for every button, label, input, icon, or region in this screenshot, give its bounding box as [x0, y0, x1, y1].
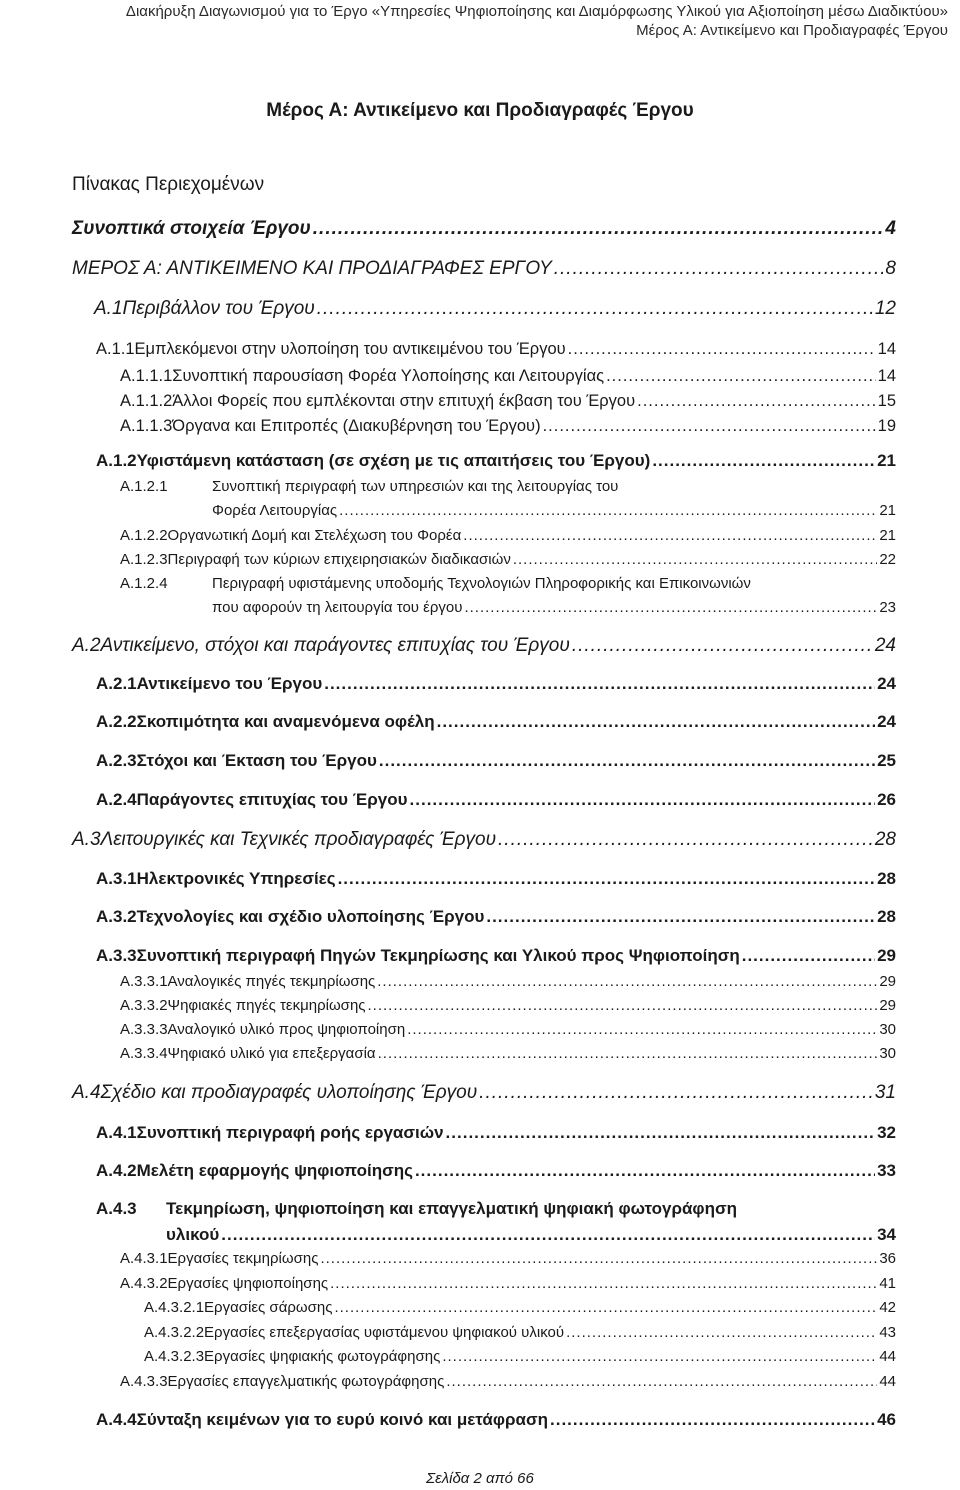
toc-entry[interactable]	[120, 1373, 896, 1390]
toc-entry-page: 30	[879, 1021, 896, 1038]
toc-entry-page: 22	[879, 551, 896, 568]
toc-entry-label: Λειτουργικές και Τεχνικές προδιαγραφές Έργου	[100, 829, 497, 850]
toc-entry[interactable]	[96, 1123, 896, 1143]
toc-entry-label: Ψηφιακές πηγές τεκμηρίωσης	[167, 997, 366, 1014]
toc-dot-leader	[407, 1021, 877, 1038]
toc-dot-leader	[742, 946, 875, 966]
toc-entry-label: Συνοπτική περιγραφή Πηγών Τεκμηρίωσης και Υλικού προς Ψηφιοποίηση	[136, 946, 740, 965]
toc-dot-leader	[464, 599, 877, 616]
toc-entry-label: Υφιστάμενη κατάσταση (σε σχέση με τις απαιτήσεις του Έργου)	[136, 451, 651, 470]
toc-entry[interactable]	[120, 1045, 896, 1062]
toc-entry-label: Όργανα και Επιτροπές (Διακυβέρνηση του Έργου)	[172, 417, 541, 435]
toc-entry[interactable]	[96, 340, 896, 359]
toc-entry-continuation[interactable]	[212, 502, 896, 519]
toc-entry-page: 24	[877, 674, 896, 693]
toc-entry-number: Α.4.3.2.3	[144, 1348, 205, 1365]
toc-entry-label: Συνοπτική περιγραφή ροής εργασιών	[136, 1123, 444, 1142]
toc-entry-number: Α.4.1	[96, 1123, 137, 1142]
toc-dot-leader	[568, 340, 876, 359]
toc-entry-page: 12	[874, 298, 896, 319]
toc-dot-leader	[334, 1299, 877, 1316]
toc-entry-number: Α.3.3.4	[120, 1045, 168, 1062]
toc-dot-leader	[442, 1348, 877, 1365]
toc-entry-number: Α.3.3.1	[120, 973, 168, 990]
toc-entry-label: Αντικείμενο του Έργου	[136, 674, 323, 693]
toc-dot-leader	[368, 997, 878, 1014]
toc-entry-label: Περιγραφή υφιστάμενης υποδομής Τεχνολογιών Πληροφορικής και Επικοινωνιών	[212, 575, 751, 592]
toc-entry-page: 19	[877, 417, 896, 435]
toc-entry-number: Α.1.1.2	[120, 392, 173, 410]
toc-entry-number: Α.2.4	[96, 790, 137, 809]
toc-dot-leader	[415, 1161, 875, 1181]
toc-entry-number: Α.4.2	[96, 1161, 137, 1180]
toc-dot-leader	[637, 392, 876, 411]
toc-entry-number: Α.1.2.3	[120, 551, 168, 568]
toc-entry[interactable]	[120, 1021, 896, 1038]
document-title: Μέρος Α: Αντικείμενο και Προδιαγραφές Έργου	[266, 100, 694, 121]
toc-dot-leader	[479, 1082, 873, 1104]
toc-entry-page: 34	[877, 1225, 896, 1244]
toc-entry[interactable]	[96, 869, 896, 889]
toc-entry-continuation[interactable]	[212, 599, 896, 616]
running-header-title: Διακήρυξη Διαγωνισμού για το Έργο «Υπηρεσίες Ψηφιοποίησης και Διαμόρφωσης Υλικού για Αξιοποίηση μέσω Διαδικτύου»	[125, 3, 948, 20]
toc-dot-leader	[463, 527, 877, 544]
toc-dot-leader	[446, 1123, 876, 1143]
toc-entry-label: Συνοπτικά στοιχεία Έργου	[72, 218, 311, 239]
toc-entry-number: Α.3.3.2	[120, 997, 168, 1014]
toc-dot-leader	[317, 298, 873, 320]
toc-entry[interactable]	[120, 527, 896, 544]
toc-entry-label: Συνοπτική παρουσίαση Φορέα Υλοποίησης και Λειτουργίας	[172, 367, 605, 385]
toc-entry-label: Σκοπιμότητα και αναμενόμενα οφέλη	[136, 712, 435, 731]
toc-entry-number: Α.1.2.2	[120, 527, 168, 544]
toc-dot-leader	[410, 790, 876, 810]
toc-entry-number: Α.2.2	[96, 712, 137, 731]
toc-entry-number: Α.4.3	[96, 1199, 137, 1218]
toc-dot-leader	[339, 502, 877, 519]
toc-entry[interactable]	[96, 712, 896, 732]
toc-entry-page: 46	[877, 1410, 896, 1429]
toc-entry-label: Ψηφιακό υλικό για επεξεργασία	[167, 1045, 376, 1062]
toc-entry-number: Α.4.3.1	[120, 1250, 168, 1267]
toc-entry-page: 32	[877, 1123, 896, 1142]
toc-entry[interactable]	[96, 451, 896, 471]
toc-entry-page: 24	[877, 712, 896, 731]
toc-entry-page: 29	[877, 946, 896, 965]
toc-entry-label: Εμπλεκόμενοι στην υλοποίηση του αντικειμένου του Έργου	[134, 340, 566, 358]
toc-entry-label: Σύνταξη κειμένων για το ευρύ κοινό και μετάφραση	[136, 1410, 549, 1429]
toc-dot-leader	[446, 1373, 877, 1390]
toc-entry-label: Μελέτη εφαρμογής ψηφιοποίησης	[136, 1161, 413, 1180]
toc-entry-page: 8	[885, 258, 896, 279]
toc-entry-number: Α.4	[72, 1082, 101, 1103]
toc-entry-page: 44	[879, 1373, 896, 1390]
toc-entry[interactable]	[72, 1082, 896, 1104]
toc-entry-label: Περιγραφή των κύριων επιχειρησιακών διαδικασιών	[167, 551, 511, 568]
toc-entry-number: Α.1	[94, 298, 123, 319]
toc-entry-page: 24	[874, 635, 896, 656]
toc-entry-label: ΜΕΡΟΣ Α: ΑΝΤΙΚΕΙΜΕΝΟ ΚΑΙ ΠΡΟΔΙΑΓΡΑΦΕΣ ΕΡΓΟΥ	[72, 258, 552, 279]
toc-dot-leader	[572, 635, 873, 657]
toc-entry-page: 23	[879, 599, 896, 616]
toc-entry-page: 44	[879, 1348, 896, 1365]
toc-entry-number: Α.1.1	[96, 340, 135, 358]
toc-entry-label: Εργασίες επεξεργασίας υφιστάμενου ψηφιακού υλικού	[204, 1324, 565, 1341]
toc-entry[interactable]	[144, 1348, 896, 1365]
toc-entry-label: Αναλογικές πηγές τεκμηρίωσης	[167, 973, 376, 990]
toc-entry-label: Τεχνολογίες και σχέδιο υλοποίησης Έργου	[136, 907, 485, 926]
toc-entry-number: Α.1.2.4	[120, 575, 168, 592]
toc-entry-label: Εργασίες σάρωσης	[204, 1299, 333, 1316]
toc-entry-page: 30	[879, 1045, 896, 1062]
toc-entry-number: Α.4.4	[96, 1410, 137, 1429]
toc-dot-leader	[498, 829, 873, 851]
toc-entry-label: Στόχοι και Έκταση του Έργου	[136, 751, 377, 770]
toc-dot-leader	[320, 1250, 877, 1267]
toc-dot-leader	[330, 1275, 877, 1292]
toc-entry[interactable]	[96, 790, 896, 810]
toc-entry-number: Α.3	[72, 829, 101, 850]
toc-entry[interactable]	[96, 1410, 896, 1430]
toc-entry-page: 33	[877, 1161, 896, 1180]
toc-entry-label: Εργασίες τεκμηρίωσης	[167, 1250, 319, 1267]
toc-entry[interactable]	[120, 367, 896, 386]
toc-entry-page: 31	[874, 1082, 896, 1103]
toc-entry-label: Οργανωτική Δομή και Στελέχωση του Φορέα	[167, 527, 462, 544]
toc-entry[interactable]	[96, 674, 896, 694]
toc-entry-page: 21	[879, 502, 896, 519]
toc-entry-label: Άλλοι Φορείς που εμπλέκονται στην επιτυχή έκβαση του Έργου	[172, 392, 636, 410]
toc-entry-page: 26	[877, 790, 896, 809]
toc-entry[interactable]	[96, 946, 896, 966]
toc-entry-label-continued: Φορέα Λειτουργίας	[212, 502, 338, 519]
toc-entry-number: Α.3.2	[96, 907, 137, 926]
toc-entry-number: Α.4.3.2.2	[144, 1324, 205, 1341]
toc-entry-page: 42	[879, 1299, 896, 1316]
toc-entry-page: 43	[879, 1324, 896, 1341]
toc-dot-leader	[437, 712, 875, 732]
toc-entry-label: Σχέδιο και προδιαγραφές υλοποίησης Έργου	[100, 1082, 478, 1103]
toc-entry-number: Α.3.3	[96, 946, 137, 965]
page-footer: Σελίδα 2 από 66	[426, 1470, 534, 1487]
toc-entry-label: Εργασίες ψηφιακής φωτογράφησης	[204, 1348, 441, 1365]
toc-dot-leader	[543, 417, 876, 436]
toc-entry-page: 15	[877, 392, 896, 410]
toc-entry[interactable]	[72, 829, 896, 851]
toc-dot-leader	[652, 451, 875, 471]
toc-entry-label: Τεκμηρίωση, ψηφιοποίηση και επαγγελματική ψηφιακή φωτογράφηση	[166, 1199, 737, 1218]
toc-entry-page: 28	[877, 907, 896, 926]
toc-entry[interactable]	[120, 478, 896, 495]
toc-entry[interactable]	[120, 1250, 896, 1267]
toc-entry-label: Αναλογικό υλικό προς ψηφιοποίηση	[167, 1021, 406, 1038]
toc-entry[interactable]	[94, 298, 896, 320]
toc-entry-page: 25	[877, 751, 896, 770]
toc-dot-leader	[606, 367, 876, 386]
toc-entry-label: Εργασίες ψηφιοποίησης	[167, 1275, 329, 1292]
toc-dot-leader	[378, 1045, 878, 1062]
toc-entry-label-continued: υλικού	[166, 1225, 220, 1244]
toc-dot-leader	[566, 1324, 877, 1341]
toc-entry-page: 21	[879, 527, 896, 544]
toc-entry[interactable]	[96, 1199, 896, 1219]
toc-entry-page: 29	[879, 997, 896, 1014]
toc-dot-leader	[313, 218, 884, 240]
toc-entry-number: Α.3.1	[96, 869, 137, 888]
running-header-part: Μέρος Α: Αντικείμενο και Προδιαγραφές Έργου	[636, 22, 948, 39]
toc-entry[interactable]	[120, 551, 896, 568]
toc-entry-number: Α.2.3	[96, 751, 137, 770]
toc-entry-label: Εργασίες επαγγελματικής φωτογράφησης	[167, 1373, 445, 1390]
toc-entry-number: Α.2.1	[96, 674, 137, 693]
toc-entry-label: Ηλεκτρονικές Υπηρεσίες	[136, 869, 336, 888]
toc-entry[interactable]	[96, 1161, 896, 1181]
toc-entry-label: Συνοπτική περιγραφή των υπηρεσιών και της λειτουργίας του	[212, 478, 619, 495]
toc-dot-leader	[554, 258, 884, 280]
toc-entry[interactable]	[72, 218, 896, 240]
toc-entry-label-continued: που αφορούν τη λειτουργία του έργου	[212, 599, 463, 616]
toc-entry[interactable]	[72, 258, 896, 280]
toc-entry-number: Α.1.2	[96, 451, 137, 470]
toc-entry-page: 14	[877, 340, 896, 358]
toc-entry[interactable]	[96, 751, 896, 771]
toc-dot-leader	[550, 1410, 875, 1430]
toc-entry-label: Αντικείμενο, στόχοι και παράγοντες επιτυχίας του Έργου	[100, 635, 570, 656]
toc-entry-page: 41	[879, 1275, 896, 1292]
toc-entry[interactable]	[120, 575, 896, 592]
toc-dot-leader	[486, 907, 875, 927]
toc-entry-label: Παράγοντες επιτυχίας του Έργου	[136, 790, 408, 809]
toc-dot-leader	[377, 973, 877, 990]
toc-entry-page: 21	[877, 451, 896, 470]
toc-entry-number: Α.1.1.1	[120, 367, 173, 385]
toc-heading: Πίνακας Περιεχομένων	[72, 174, 265, 195]
toc-dot-leader	[513, 551, 877, 568]
toc-entry-page: 14	[877, 367, 896, 385]
toc-entry-continuation[interactable]	[166, 1225, 896, 1245]
toc-entry-page: 36	[879, 1250, 896, 1267]
toc-entry-page: 28	[877, 869, 896, 888]
toc-entry[interactable]	[120, 392, 896, 411]
toc-entry[interactable]	[120, 973, 896, 990]
toc-entry-page: 4	[885, 218, 896, 239]
toc-entry-number: Α.3.3.3	[120, 1021, 168, 1038]
toc-dot-leader	[338, 869, 876, 889]
toc-entry[interactable]	[144, 1324, 896, 1341]
toc-entry[interactable]	[120, 417, 896, 436]
toc-entry-page: 28	[874, 829, 896, 850]
toc-entry-number: Α.1.2.1	[120, 478, 168, 495]
toc-dot-leader	[379, 751, 875, 771]
toc-entry-number: Α.1.1.3	[120, 417, 173, 435]
toc-entry-number: Α.4.3.3	[120, 1373, 168, 1390]
toc-entry-number: Α.4.3.2	[120, 1275, 168, 1292]
toc-entry-label: Περιβάλλον του Έργου	[122, 298, 315, 319]
toc-entry[interactable]	[96, 907, 896, 927]
toc-dot-leader	[221, 1225, 875, 1245]
toc-entry[interactable]	[72, 635, 896, 657]
toc-entry-page: 29	[879, 973, 896, 990]
toc-entry[interactable]	[120, 1275, 896, 1292]
toc-entry-number: Α.2	[72, 635, 101, 656]
toc-dot-leader	[324, 674, 875, 694]
toc-entry-number: Α.4.3.2.1	[144, 1299, 205, 1316]
toc-entry[interactable]	[144, 1299, 896, 1316]
toc-entry[interactable]	[120, 997, 896, 1014]
